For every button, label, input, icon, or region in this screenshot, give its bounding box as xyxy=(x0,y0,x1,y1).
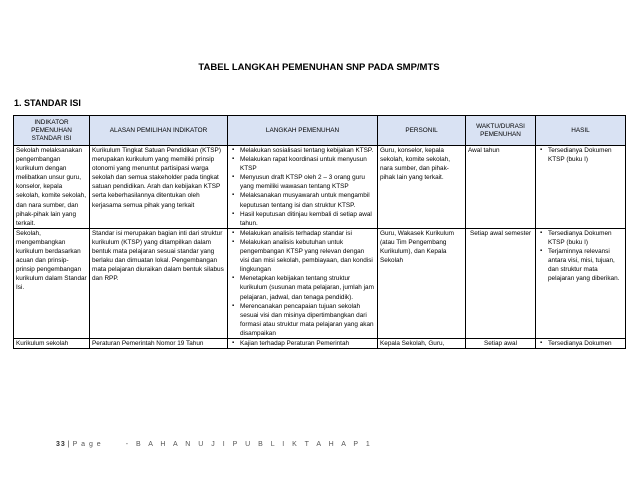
cell-hasil xyxy=(536,338,626,348)
section-heading: 1. STANDAR ISI xyxy=(14,98,81,108)
list-item: ▪ Melakukan analisis terhadap standar isi xyxy=(240,229,375,238)
footer-divider: | xyxy=(67,441,71,448)
table-row xyxy=(14,228,626,338)
cell-waktu: Setiap awal semester xyxy=(466,228,536,338)
table-row xyxy=(14,338,626,348)
cell-personil: Kepala Sekolah, Guru, xyxy=(378,338,466,348)
header-indikator: INDIKATOR PEMENUHAN STANDAR ISI xyxy=(14,116,90,146)
cell-indikator: Sekolah melaksanakan pengembangan kurikulum dengan melibatkan unsur guru, konselor, kepala sekolah, komite sekolah, dan nara sumber, dan pihak-pihak lain yang terkait. xyxy=(14,146,90,229)
cell-personil: Guru, konselor, kepala sekolah, komite sekolah, nara sumber, dan pihak-pihak lain yang terkait. xyxy=(378,146,466,229)
header-alasan: ALASAN PEMILIHAN INDIKATOR xyxy=(90,116,228,146)
snp-table xyxy=(13,115,626,349)
page-word: P a g e xyxy=(72,441,102,448)
list-item: ▪ Hasil keputusan ditinjau kembali di setiap awal tahun. xyxy=(240,210,375,228)
table-row xyxy=(14,146,626,229)
header-waktu: WAKTU/DURASI PEMENUHAN xyxy=(466,116,536,146)
cell-langkah xyxy=(228,228,378,338)
list-item: ▪ Tersedianya Dokumen KTSP (buku I) xyxy=(548,229,623,247)
list-item: ▪ Menetapkan kebijakan tentang struktur kurikulum (susunan mata pelajaran, jumlah jam pelajaran, jadwal, dan tenaga pendidik). xyxy=(240,274,375,301)
list-item: ▪ Tersedianya Dokumen KTSP (buku I) xyxy=(548,146,623,164)
list-item: ▪ Melaksanakan musyawarah untuk mengambil keputusan tentang isi dan struktur KTSP. xyxy=(240,191,375,209)
cell-waktu: Setiap awal xyxy=(466,338,536,348)
list-item: ▪ Melakukan analisis kebutuhan untuk pengembangan KTSP yang relevan dengan visi dan misi sekolah, pembiayaan, dan kondisi lingkungan xyxy=(240,238,375,274)
cell-hasil xyxy=(536,146,626,229)
page-footer xyxy=(56,441,373,448)
cell-indikator: Sekolah, mengembangkan kurikulum berdasarkan acuan dan prinsip-prinsip pengembangan kurikulum dalam Standar Isi. xyxy=(14,228,90,338)
document-title: TABEL LANGKAH PEMENUHAN SNP PADA SMP/MTS xyxy=(198,62,440,73)
header-personil: PERSONIL xyxy=(378,116,466,146)
cell-indikator: Kurikulum sekolah xyxy=(14,338,90,348)
cell-waktu: Awal tahun xyxy=(466,146,536,229)
page-number: 33 xyxy=(56,441,66,448)
table-header-row xyxy=(14,116,626,146)
list-item: ▪ Kajian terhadap Peraturan Pemerintah xyxy=(240,339,375,348)
header-langkah: LANGKAH PEMENUHAN xyxy=(228,116,378,146)
list-item: ▪ Melakukan sosialisasi tentang kebijakan KTSP. xyxy=(240,146,375,155)
header-hasil: HASIL xyxy=(536,116,626,146)
list-item: ▪ Melakukan rapat koordinasi untuk menyusun KTSP xyxy=(240,155,375,173)
cell-alasan: Peraturan Pemerintah Nomor 19 Tahun xyxy=(90,338,228,348)
cell-langkah xyxy=(228,338,378,348)
list-item: ▪ Menyusun draft KTSP oleh 2 – 3 orang guru yang memiliki wawasan tentang KTSP xyxy=(240,173,375,191)
cell-alasan: Standar isi merupakan bagian inti dari struktur kurikulum (KTSP) yang ditampilkan dalam bentuk mata pelajaran sesuai standar yang berlaku dan dimuatan lokal. Pengembangan mata pelajaran diuraikan dalam bentuk silabus dan RPP. xyxy=(90,228,228,338)
cell-alasan: Kurikulum Tingkat Satuan Pendidikan (KTSP) merupakan kurikulum yang memiliki prinsip otonomi yang menuntut partisipasi warga sekolah dan semua stakeholder pada tingkat satuan pendidikan. Arah dan kebijakan KTSP serta keberhasilannya ditentukan oleh kerjasama semua pihak yang terkait xyxy=(90,146,228,229)
cell-personil: Guru, Wakasek Kurikulum (atau Tim Pengembang Kurikulum), dan Kepala Sekolah xyxy=(378,228,466,338)
list-item: ▪ Terjaminnya relevansi antara visi, misi, tujuan, dan struktur mata pelajaran yang diberikan. xyxy=(548,247,623,283)
footer-label: - B A H A N U J I P U B L I K T A H A P 1 xyxy=(125,441,373,448)
cell-langkah xyxy=(228,146,378,229)
list-item: ▪ Merencanakan pencapaian tujuan sekolah sesuai visi dan misinya dipertimbangkan dari formasi atau struktur mata pelajaran yang akan disampaikan xyxy=(240,302,375,338)
list-item: ▪ Tersedianya Dokumen xyxy=(548,339,623,348)
cell-hasil xyxy=(536,228,626,338)
